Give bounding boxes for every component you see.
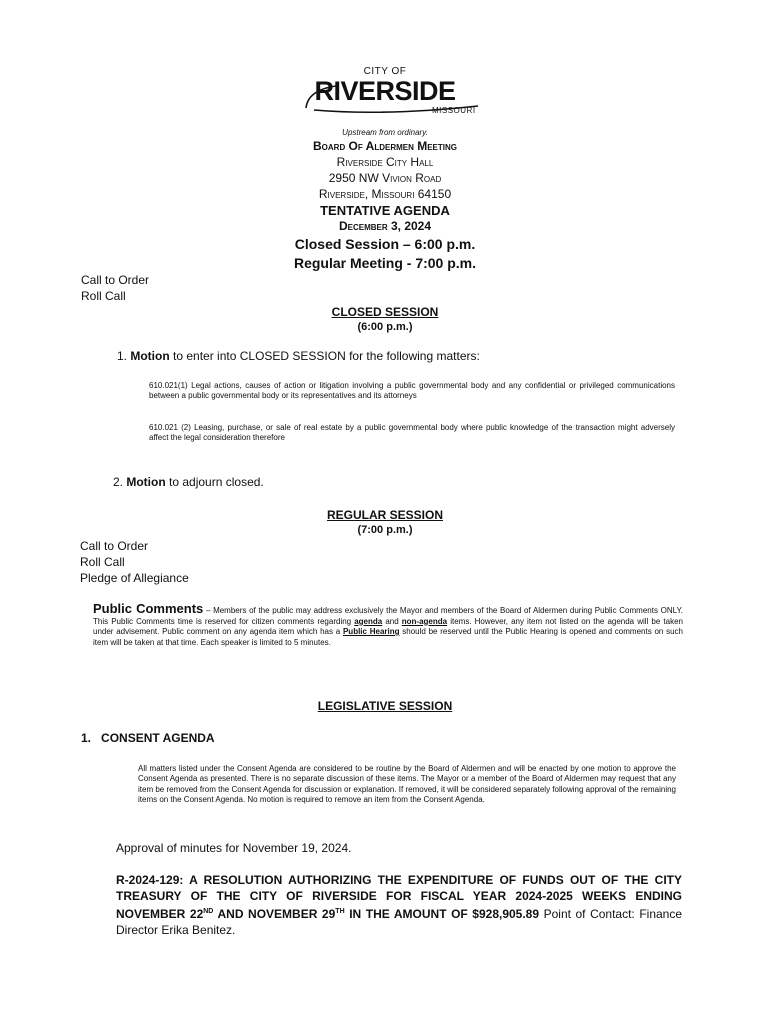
public-comments-paragraph	[93, 601, 684, 648]
resolution-contact: Point of Contact: Finance Director Erika Benitez.	[116, 907, 683, 937]
resolution-sup-1: ND	[203, 908, 214, 915]
closed-item-2	[113, 475, 264, 489]
logo-riverside: RIVERSIDE	[314, 76, 456, 106]
closed-item-2-motion: Motion	[126, 475, 166, 489]
resolution-sup-2: TH	[335, 908, 345, 915]
roll-call: Roll Call	[81, 289, 126, 303]
regular-roll-call: Roll Call	[80, 555, 125, 569]
legislative-session-heading: LEGISLATIVE SESSION	[317, 699, 453, 713]
public-comments-text-3: items. However, any item not listed on the agenda will be taken under advisement. Public comment on any agenda item which has a	[93, 616, 683, 636]
minutes-approval: Approval of minutes for November 19, 2024.	[116, 841, 352, 855]
public-hearing-word: Public Hearing	[342, 627, 400, 636]
closed-session-heading: CLOSED SESSION	[331, 305, 439, 319]
regular-session-subtime: (7:00 p.m.)	[357, 524, 413, 536]
logo-tagline: Upstream from ordinary.	[342, 128, 428, 137]
closed-item-1-motion: Motion	[130, 349, 170, 363]
public-comments-text-4: should be reserved until the Public Hearing is opened and comments on such item will be taken at that time. Each speaker is limited to 5 minutes.	[93, 627, 684, 647]
agenda-word: agenda	[354, 616, 383, 626]
agenda-type: TENTATIVE AGENDA	[320, 203, 450, 218]
consent-agenda-heading	[81, 731, 215, 745]
call-to-order: Call to Order	[81, 273, 150, 287]
meeting-city: Riverside, Missouri 64150	[318, 187, 452, 201]
regular-session-heading: REGULAR SESSION	[326, 508, 443, 522]
statute-2: 610.021 (2) Leasing, purchase, or sale of real estate by a public governmental body where public knowledge of the transaction might adversely affect the legal consideration therefore	[149, 423, 675, 443]
closed-session-time: Closed Session – 6:00 p.m.	[294, 236, 476, 252]
public-comments-label: Public Comments	[93, 601, 204, 616]
consent-number: 1.	[81, 731, 92, 745]
pledge-of-allegiance: Pledge of Allegiance	[80, 571, 189, 585]
statute-1: 610.021(1) Legal actions, causes of action or litigation involving a public governmental body and any confidential or privileged communications between a public governmental body or its representatives and its attorneys	[149, 381, 675, 401]
resolution-text-1: R-2024-129: A RESOLUTION AUTHORIZING THE EXPENDITURE OF FUNDS OUT OF THE CITY TREASURY OF THE CITY OF RIVERSIDE FOR FISCAL YEAR 2024-2025 WEEKS ENDING NOVEMBER 22	[116, 873, 682, 921]
non-agenda-word: non-agenda	[401, 616, 448, 626]
meeting-date: December 3, 2024	[338, 219, 432, 233]
closed-item-1-text: to enter into CLOSED SESSION for the following matters:	[169, 349, 480, 363]
regular-meeting-time: Regular Meeting - 7:00 p.m.	[293, 255, 477, 271]
resolution-text-3: IN THE AMOUNT OF $928,905.89	[344, 907, 540, 921]
meeting-title: Board Of Aldermen Meeting	[313, 139, 457, 153]
resolution-r-2024-129	[116, 872, 682, 938]
public-comments-text-2: and	[382, 616, 402, 626]
meeting-venue: Riverside City Hall	[336, 155, 434, 169]
closed-item-1	[117, 349, 480, 363]
logo-missouri: MISSOURI	[432, 106, 476, 115]
logo-city-of: CITY OF	[363, 66, 407, 77]
consent-agenda-text: All matters listed under the Consent Agenda are considered to be routine by the Board of Aldermen and will be enacted by one motion to approve the Consent Agenda as presented. There is no separate discussion of these items. The Mayor or a member of the Board of Aldermen may request that any item be removed from the Consent Agenda for discussion or explanation. If removed, it will be considered separately following approval of the remaining items on the Consent Agenda. No motion is required to remove an item from the Consent Agenda.	[138, 764, 676, 804]
meeting-address: 2950 NW Vivion Road	[328, 171, 442, 185]
consent-title: CONSENT AGENDA	[101, 731, 215, 745]
closed-item-2-number: 2.	[113, 475, 124, 489]
closed-item-2-text: to adjourn closed.	[165, 475, 264, 489]
resolution-text-2: AND NOVEMBER 29	[213, 907, 336, 921]
public-comments-text-1: – Members of the public may address exclusively the Mayor and members of the Board of Aldermen during Public Comments ONLY. This Public Comments time is reserved for citizen comments regarding	[93, 606, 684, 626]
closed-session-subtime: (6:00 p.m.)	[357, 321, 413, 333]
regular-call-to-order: Call to Order	[80, 539, 149, 553]
closed-item-1-number: 1.	[117, 349, 128, 363]
